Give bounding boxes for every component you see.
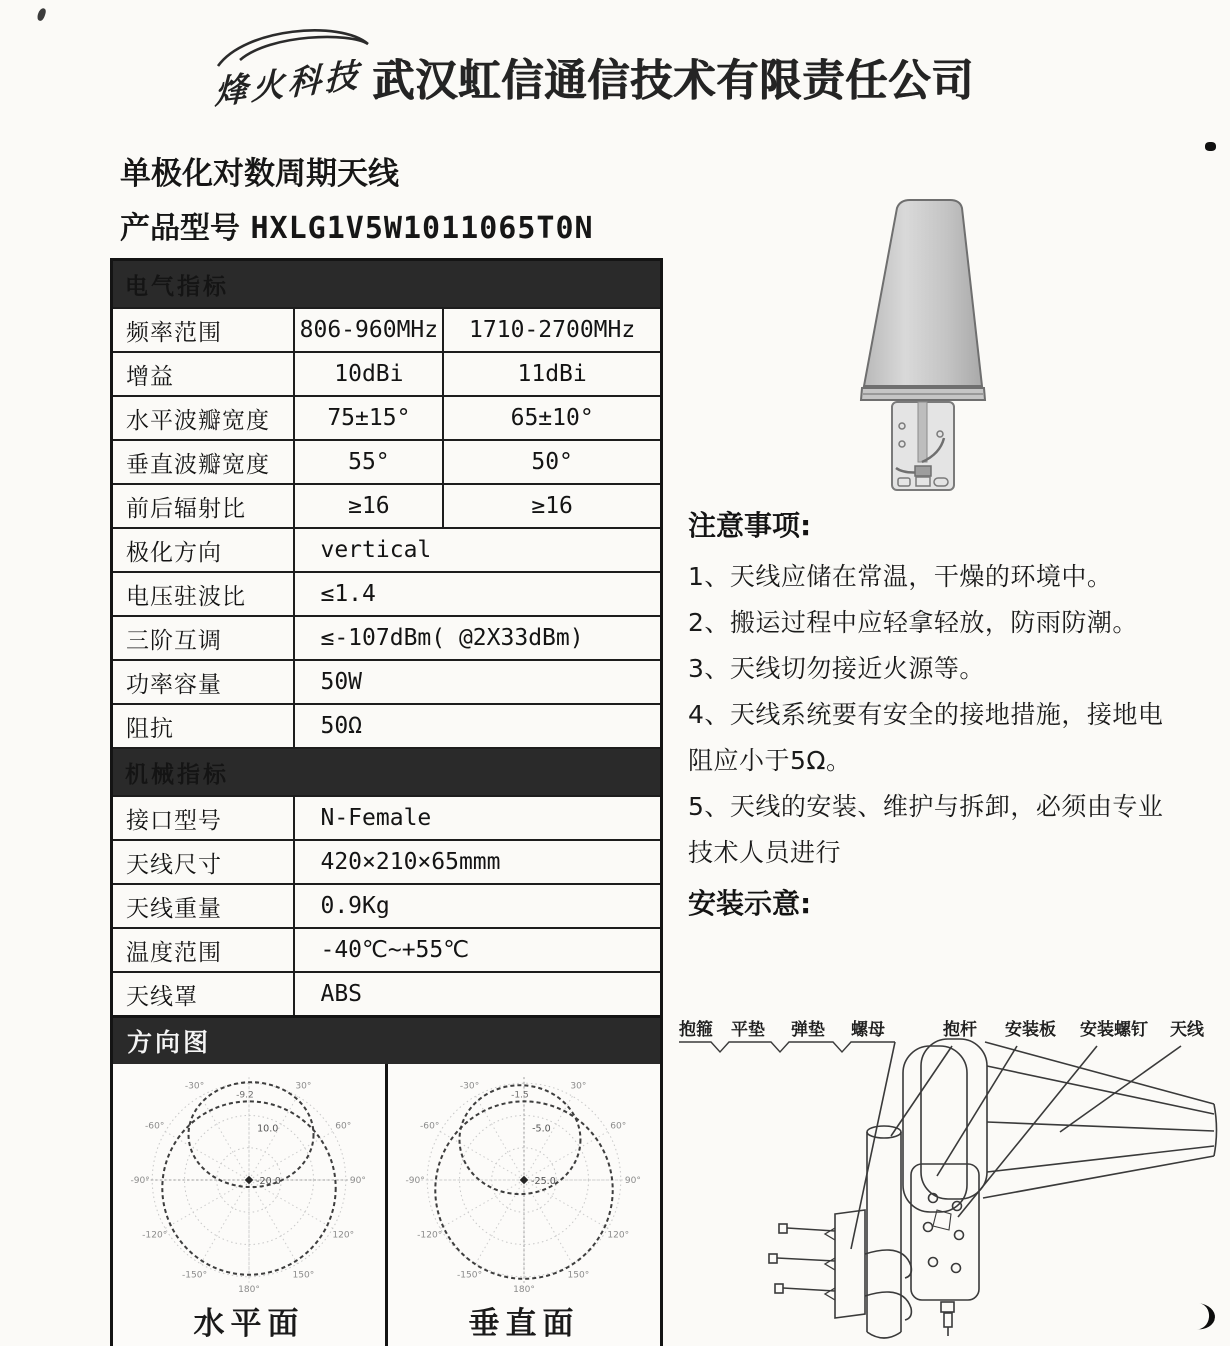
spec-row bbox=[112, 396, 662, 440]
angle-tick-label: 30° bbox=[570, 1081, 587, 1092]
angle-tick-label: -30° bbox=[459, 1081, 480, 1092]
angle-tick-label: 150° bbox=[292, 1270, 315, 1281]
diagram-part-label: 螺母 bbox=[851, 1020, 885, 1040]
angle-tick-label: 60° bbox=[335, 1121, 352, 1132]
spec-value: ≤1.4 bbox=[294, 572, 661, 616]
diagram-part-label: 抱杆 bbox=[943, 1020, 977, 1040]
spec-label: 极化方向 bbox=[112, 528, 295, 572]
spec-row bbox=[112, 572, 662, 616]
antenna-product-photo bbox=[822, 186, 1092, 511]
spec-value: 50° bbox=[443, 440, 661, 484]
notes-list bbox=[688, 554, 1174, 876]
angle-tick-label: 30° bbox=[295, 1081, 312, 1092]
horizontal-plane-chart bbox=[124, 1064, 374, 1300]
install-title: 安装示意: bbox=[688, 887, 812, 920]
spec-value: vertical bbox=[294, 528, 661, 572]
angle-tick-label: 120° bbox=[607, 1230, 630, 1241]
product-name: 单极化对数周期天线 bbox=[120, 156, 399, 192]
angle-tick-label: 180° bbox=[238, 1284, 260, 1295]
spec-row bbox=[112, 660, 662, 704]
spec-column bbox=[110, 258, 663, 1346]
model-label: 产品型号 bbox=[120, 211, 240, 246]
spec-row bbox=[112, 528, 662, 572]
angle-tick-label: 90° bbox=[349, 1176, 366, 1187]
spec-row bbox=[112, 884, 662, 928]
ring-value-label: -5.0 bbox=[532, 1123, 551, 1135]
angle-tick-label: 90° bbox=[624, 1176, 641, 1187]
spec-row bbox=[112, 928, 662, 972]
spec-label: 天线重量 bbox=[112, 884, 295, 928]
spec-value: ABS bbox=[294, 972, 661, 1017]
angle-tick-label: -30° bbox=[184, 1081, 205, 1092]
angle-tick-label: -150° bbox=[182, 1270, 208, 1281]
note-item: 5、天线的安装、维护与拆卸，必须由专业技术人员进行 bbox=[688, 792, 1164, 867]
angle-tick-label: -60° bbox=[145, 1121, 165, 1132]
diagram-part-label: 抱箍 bbox=[679, 1020, 713, 1040]
diagram-part-label: 安装板 bbox=[1005, 1020, 1056, 1040]
spec-row bbox=[112, 840, 662, 884]
diagram-part-label: 弹垫 bbox=[791, 1020, 825, 1040]
spec-row bbox=[112, 484, 662, 528]
angle-tick-label: 150° bbox=[567, 1270, 590, 1281]
company-name: 武汉虹信通信技术有限责任公司 bbox=[372, 55, 975, 107]
spec-value: ≥16 bbox=[443, 484, 661, 528]
horizontal-plane-panel bbox=[113, 1064, 388, 1346]
scan-artifact bbox=[36, 7, 47, 22]
angle-tick-label: -90° bbox=[130, 1176, 150, 1187]
chart-caption-vertical: 垂直面 bbox=[468, 1306, 580, 1342]
spec-value: 65±10° bbox=[443, 396, 661, 440]
diagram-part-label: 平垫 bbox=[731, 1020, 765, 1040]
spec-value: -40℃~+55℃ bbox=[294, 928, 661, 972]
angle-tick-label: -120° bbox=[417, 1230, 443, 1241]
spec-row bbox=[112, 796, 662, 840]
spec-row bbox=[112, 308, 662, 352]
spec-label: 天线尺寸 bbox=[112, 840, 295, 884]
scan-artifact bbox=[1205, 142, 1216, 151]
spec-label: 垂直波瓣宽度 bbox=[112, 440, 295, 484]
model-line bbox=[120, 203, 594, 247]
note-item: 3、天线切勿接近火源等。 bbox=[688, 654, 985, 683]
angle-tick-label: -90° bbox=[405, 1176, 425, 1187]
spec-value: 0.9Kg bbox=[294, 884, 661, 928]
spec-label: 阻抗 bbox=[112, 704, 295, 748]
spec-label: 增益 bbox=[112, 352, 295, 396]
vertical-plane-panel bbox=[388, 1064, 660, 1346]
diagram-part-label: 天线 bbox=[1170, 1020, 1204, 1040]
pattern-charts-box bbox=[110, 1064, 663, 1346]
company-logo bbox=[200, 20, 385, 115]
chart-caption-horizontal: 水平面 bbox=[193, 1306, 305, 1342]
spec-label: 前后辐射比 bbox=[112, 484, 295, 528]
spec-label: 频率范围 bbox=[112, 308, 295, 352]
spec-value: 806-960MHz bbox=[294, 308, 443, 352]
notes-title: 注意事项: bbox=[688, 509, 812, 542]
angle-tick-label: 60° bbox=[610, 1121, 627, 1132]
spec-value: 10dBi bbox=[294, 352, 443, 396]
vertical-plane-chart bbox=[399, 1064, 649, 1300]
spec-table bbox=[110, 258, 663, 1018]
note-item: 4、天线系统要有安全的接地措施，接地电阻应小于5Ω。 bbox=[688, 700, 1164, 775]
pattern-section-header: 方向图 bbox=[110, 1018, 663, 1064]
spec-value: N-Female bbox=[294, 796, 661, 840]
spec-value: ≥16 bbox=[294, 484, 443, 528]
spec-label: 三阶互调 bbox=[112, 616, 295, 660]
peak-value-label: -9.2 bbox=[236, 1090, 254, 1101]
angle-tick-label: -150° bbox=[457, 1270, 483, 1281]
spec-value: 50W bbox=[294, 660, 661, 704]
angle-tick-label: 180° bbox=[513, 1284, 535, 1295]
spec-value: 11dBi bbox=[443, 352, 661, 396]
ring-value-label: 10.0 bbox=[257, 1123, 279, 1135]
spec-value: ≤-107dBm( @2X33dBm) bbox=[294, 616, 661, 660]
spec-label: 水平波瓣宽度 bbox=[112, 396, 295, 440]
peak-value-label: -1.5 bbox=[511, 1090, 529, 1101]
installation-diagram bbox=[665, 1014, 1230, 1345]
spec-value: 50Ω bbox=[294, 704, 661, 748]
angle-tick-label: -60° bbox=[420, 1121, 440, 1132]
angle-tick-label: -120° bbox=[142, 1230, 168, 1241]
diagram-part-label: 安装螺钉 bbox=[1080, 1020, 1148, 1040]
spec-label: 功率容量 bbox=[112, 660, 295, 704]
spec-value: 75±15° bbox=[294, 396, 443, 440]
spec-value: 55° bbox=[294, 440, 443, 484]
note-item: 2、搬运过程中应轻拿轻放，防雨防潮。 bbox=[688, 608, 1138, 637]
spec-value: 1710-2700MHz bbox=[443, 308, 661, 352]
table-section-header: 机械指标 bbox=[112, 748, 662, 796]
table-section-header: 电气指标 bbox=[112, 260, 662, 309]
spec-value: 420×210×65mmm bbox=[294, 840, 661, 884]
spec-label: 天线罩 bbox=[112, 972, 295, 1017]
spec-label: 接口型号 bbox=[112, 796, 295, 840]
spec-row bbox=[112, 616, 662, 660]
spec-row bbox=[112, 972, 662, 1017]
spec-row bbox=[112, 440, 662, 484]
spec-label: 温度范围 bbox=[112, 928, 295, 972]
spec-label: 电压驻波比 bbox=[112, 572, 295, 616]
logo-text: 烽火科技 bbox=[214, 54, 362, 113]
center-value-label: -20.0 bbox=[256, 1176, 281, 1188]
model-number: HXLG1V5W1011065T0N bbox=[250, 211, 594, 246]
notes-section bbox=[688, 504, 1174, 922]
spec-row bbox=[112, 352, 662, 396]
spec-row bbox=[112, 704, 662, 748]
note-item: 1、天线应储在常温，干燥的环境中。 bbox=[688, 562, 1113, 591]
center-value-label: -25.0 bbox=[531, 1176, 556, 1188]
angle-tick-label: 120° bbox=[332, 1230, 355, 1241]
